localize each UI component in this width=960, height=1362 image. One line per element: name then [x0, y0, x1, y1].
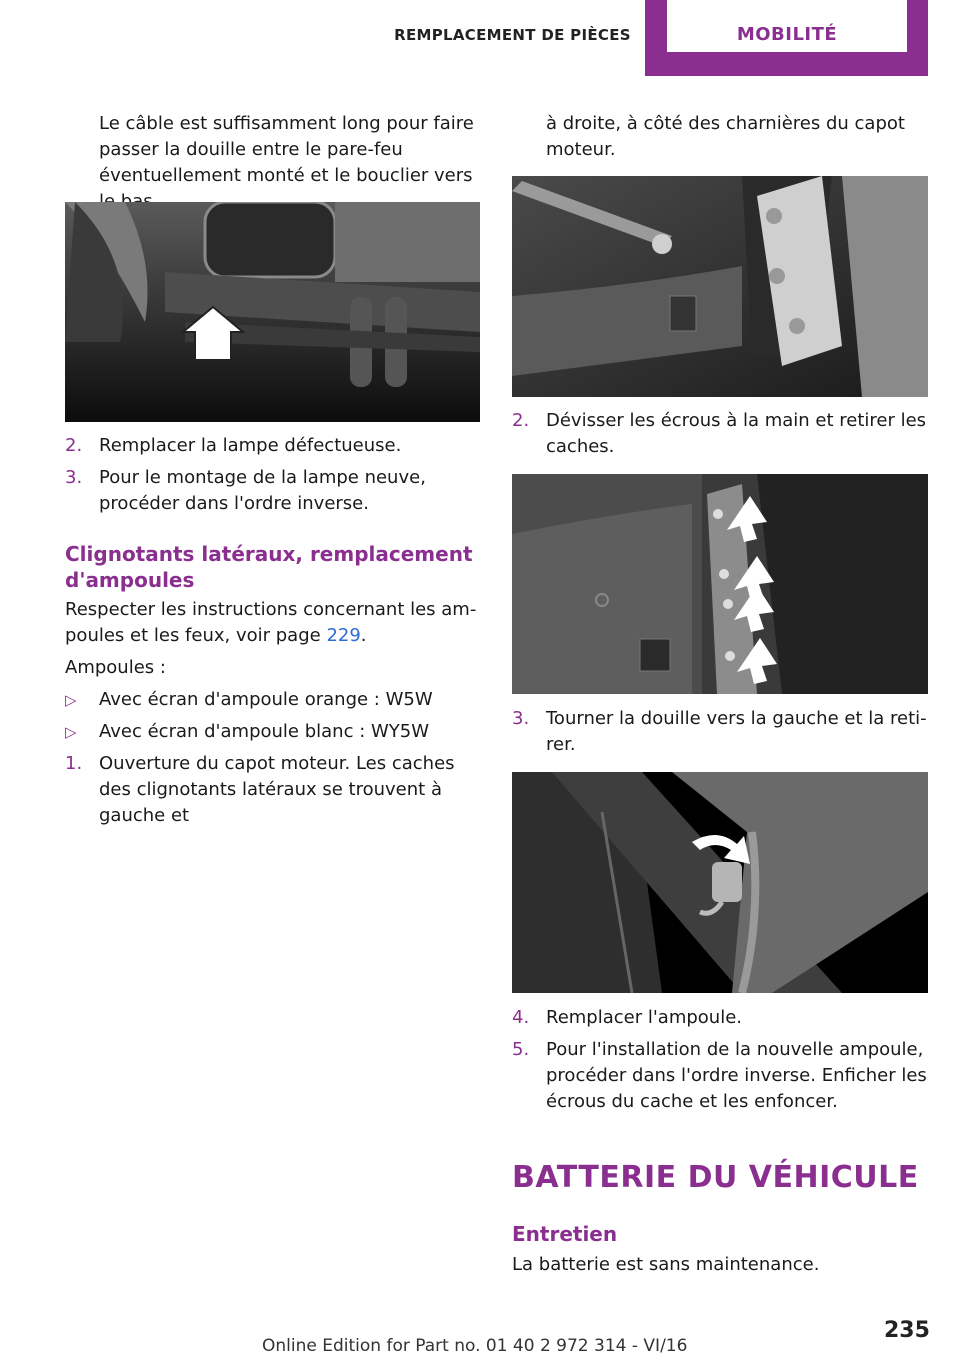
step-text: Pour l'installation de la nouvelle ampoule, procéder dans l'ordre inverse. Enficher les écrous du cache et les enfoncer.	[546, 1039, 927, 1112]
step-number: 2.	[65, 435, 83, 456]
step-number: 5.	[512, 1039, 530, 1060]
photo-cover-nuts	[512, 474, 928, 694]
page-number: 235	[884, 1318, 930, 1343]
step-number: 3.	[65, 467, 83, 488]
section-title: BATTERIE DU VÉHICULE	[512, 1160, 919, 1195]
step-number: 4.	[512, 1007, 530, 1028]
step-text: Remplacer la lampe défectueuse.	[99, 435, 402, 456]
chapter-tab-label: MOBILITÉ	[736, 24, 838, 45]
running-header-section: REMPLACEMENT DE PIÈCES	[394, 26, 631, 44]
bullet-text: Avec écran d'ampoule blanc : WY5W	[99, 721, 430, 742]
step-text: Ouverture du capot moteur. Les caches des clignotants latéraux se trouvent à gauche et	[99, 753, 455, 826]
intro-paragraph: Le câble est suffisamment long pour faire passer la douille entre le pare-feu éventuellement monté et le bouclier vers	[99, 113, 474, 186]
edition-footer: Online Edition for Part no. 01 40 2 972 314 - VI/16	[262, 1336, 688, 1356]
heading-side-indicators: Clignotants latéraux, remplacement d'ampoules	[65, 542, 473, 592]
step-text: Remplacer l'ampoule.	[546, 1007, 743, 1028]
bullet-text: Avec écran d'ampoule orange : W5W	[99, 689, 433, 710]
step-number: 1.	[65, 753, 83, 774]
subheading-maintenance: Entretien	[512, 1222, 618, 1246]
step-text: Pour le montage de la lampe neuve, procéder dans l'ordre inverse.	[99, 467, 426, 514]
bullet-marker: ▷	[65, 723, 77, 741]
continuation-paragraph: à droite, à côté des charnières du capot moteur.	[546, 113, 905, 160]
chapter-tab	[645, 0, 928, 76]
step-number: 3.	[512, 708, 530, 729]
page-reference-link[interactable]: 229	[326, 625, 361, 646]
bulbs-label: Ampoules :	[65, 657, 166, 678]
step-text: Tourner la douille vers la gauche et la retirer.	[546, 708, 927, 755]
step-number: 2.	[512, 410, 530, 431]
step-text: Dévisser les écrous à la main et retirer les caches.	[546, 410, 927, 457]
maintenance-paragraph: La batterie est sans maintenance.	[512, 1254, 820, 1275]
instructions-paragraph: Respecter les instructions concernant les ampoules et les feux, voir page 229.	[65, 599, 477, 646]
photo-bumper-socket	[65, 202, 480, 422]
photo-hood-hinge	[512, 176, 928, 397]
bullet-marker: ▷	[65, 691, 77, 709]
photo-socket-turn	[512, 772, 928, 993]
